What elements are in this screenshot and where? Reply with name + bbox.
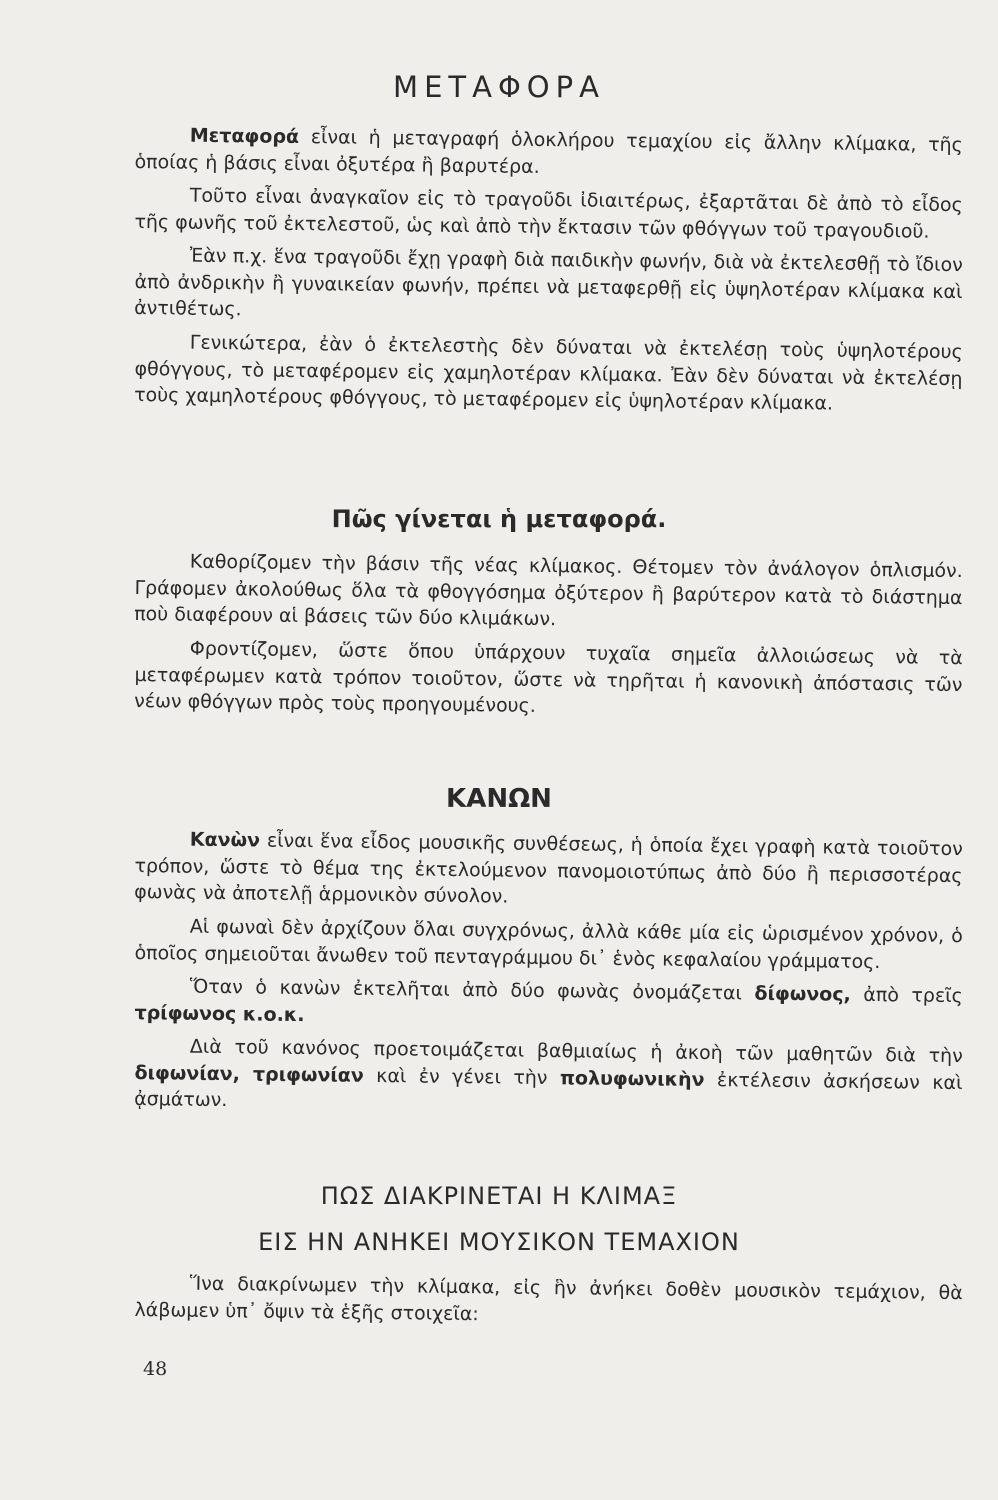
paragraph: Ὅταν ὁ κανὼν ἐκτελῆται ἀπὸ δύο φωνὰς ὀνομάζεται δίφωνος, ἀπὸ τρεῖς τρίφωνος κ.ο.κ. [134, 975, 963, 1026]
subsection-title-pos-ginetai: Πῶς γίνεται ἡ μεταφορά. [331, 505, 667, 533]
section-pos-ginetai-body [134, 548, 963, 717]
paragraph: Διὰ τοῦ κανόνος προετοιμάζεται βαθμιαίως ἡ ἀκοὴ τῶν μαθητῶν διὰ τὴν διφωνίαν, τριφωνίαν καὶ ἐν γένει τὴν πολυφωνικὴν ἐκτέλεσιν ἀσκήσεων καὶ ᾀσμάτων. [134, 1035, 963, 1111]
section-title-line: ΠΩΣ ΔΙΑΚΡΙΝΕΤΑΙ Η ΚΛΙΜΑΞ [320, 1182, 678, 1210]
section-title-kanon: ΚΑΝΩΝ [446, 784, 552, 814]
section-title-metafora: ΜΕΤΑΦΟΡΑ [393, 70, 605, 104]
term-bold: τρίφωνος κ.ο.κ. [134, 1000, 305, 1026]
term-bold: Κανὼν [189, 828, 261, 852]
paragraph: Αἱ φωναὶ δὲν ἀρχίζουν ὅλαι συγχρόνως, ἀλλὰ κάθε μία εἰς ὡρισμένον χρόνον, ὁ ὁποῖος σημειοῦται ἄνωθεν τοῦ πενταγράμμου δι᾽ ἑνὸς κεφαλαίου γράμματος. [134, 915, 963, 973]
section-metafora-body [134, 122, 963, 415]
term-bold: δίφωνος, [754, 982, 851, 1006]
term-bold: Μεταφορά [189, 124, 300, 149]
paragraph: Φροντίζομεν, ὥστε ὅπου ὑπάρχουν τυχαῖα σημεῖα ἀλλοιώσεως νὰ τὰ μεταφέρωμεν κατὰ τρόπον τοιοῦτον, ὥστε νὰ τηρῆται ἡ κανονικὴ ἀπόστασις τῶν νέων φθόγγων πρὸς τοὺς προηγουμένους. [134, 637, 963, 717]
paragraph: Κανὼν εἶναι ἕνα εἶδος μουσικῆς συνθέσεως, ἡ ὁποία ἔχει γραφὴ κατὰ τοιοῦτον τρόπον, ὥστε τὸ θέμα της ἐκτελούμενον πανομοιοτύπως ἀπὸ δύο ἢ περισσοτέρας φωνὰς νὰ ἀποτελῇ ἁρμονικὸν σύνολον. [134, 828, 963, 908]
paragraph: Γενικώτερα, ἐὰν ὁ ἐκτελεστὴς δὲν δύναται νὰ ἐκτελέσῃ τοὺς ὑψηλοτέρους φθόγγους, τὸ μεταφέρομεν εἰς χαμηλοτέραν κλίμακα. Ἐὰν δὲν δύναται νὰ ἐκτελέσῃ τοὺς χαμηλοτέρους φθόγγους, τὸ μεταφέρομεν εἰς ὑψηλοτέραν κλίμακα. [134, 331, 963, 415]
paragraph: Καθορίζομεν τὴν βάσιν τῆς νέας κλίμακος. Θέτομεν τὸν ἀνάλογον ὁπλισμόν. Γράφομεν ἀκολούθως ὅλα τὰ φθογγόσημα ὀξύτερον ἢ βαρύτερον κατὰ τὸ διάστημα ποὺ διαφέρουν αἱ βάσεις τῶν δύο κλιμάκων. [134, 550, 963, 631]
paragraph: Ἐὰν π.χ. ἕνα τραγοῦδι ἔχῃ γραφὴ διὰ παιδικὴν φωνήν, διὰ νὰ ἐκτελεσθῇ τὸ ἴδιον ἀπὸ ἀνδρικὴν ἢ γυναικείαν φωνήν, πρέπει νὰ μεταφερθῇ εἰς ὑψηλοτέραν κλίμακα καὶ ἀντιθέτως. [134, 244, 963, 321]
section-title-klimax [0, 1173, 998, 1265]
paragraph: Τοῦτο εἶναι ἀναγκαῖον εἰς τὸ τραγοῦδι ἰδιαιτέρως, ἐξαρτᾶται δὲ ἀπὸ τὸ εἶδος τῆς φωνῆς τοῦ ἐκτελεστοῦ, ὡς καὶ ἀπὸ τὴν ἔκτασιν τῶν φθόγγων τοῦ τραγουδιοῦ. [134, 184, 963, 243]
section-title-line: ΕΙΣ ΗΝ ΑΝΗΚΕΙ ΜΟΥΣΙΚΟΝ ΤΕΜΑΧΙΟΝ [258, 1228, 740, 1256]
paragraph: Μεταφορά εἶναι ἡ μεταγραφή ὁλοκλήρου τεμαχίου εἰς ἄλλην κλίμακα, τῆς ὁποίας ἡ βάσις εἶναι ὀξυτέρα ἢ βαρυτέρα. [134, 124, 963, 178]
section-klimax-body [135, 1270, 963, 1323]
section-kanon-body [135, 826, 963, 1112]
page-number: 48 [143, 1358, 168, 1380]
term-bold: πολυφωνικὴν [559, 1066, 705, 1090]
paragraph: Ἵνα διακρίνωμεν τὴν κλίμακα, εἰς ἣν ἀνήκει δοθὲν μουσικὸν τεμάχιον, θὰ λάβωμεν ὑπ᾽ ὄψιν τὰ ἑξῆς στοιχεῖα: [134, 1272, 963, 1325]
term-bold: διφωνίαν, τριφωνίαν [134, 1060, 364, 1086]
